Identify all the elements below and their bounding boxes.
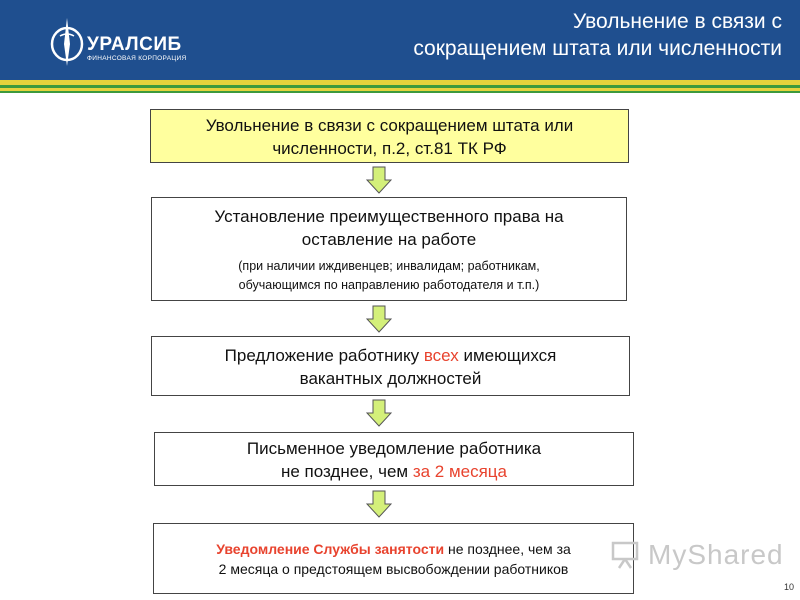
step-2-line-1: Установление преимущественного права на (214, 207, 564, 226)
page-number: 10 (783, 582, 794, 592)
step-1-line-1: Увольнение в связи с сокращением штата или (205, 116, 574, 135)
step-2-note (152, 257, 626, 295)
step-3-line-1-pre: Предложение работнику (224, 346, 424, 365)
down-arrow-icon (366, 399, 392, 427)
step-5-highlight: Уведомление Службы занятости (216, 541, 445, 557)
presentation-board-icon (610, 541, 640, 569)
step-4-line-1: Письменное уведомление работника (246, 439, 542, 458)
step-3-line-1-post: имеющихся (458, 346, 557, 365)
down-arrow-icon (366, 490, 392, 518)
watermark-text: MyShared (648, 539, 784, 570)
title-line-1: Увольнение в связи с (572, 10, 782, 33)
step-5-box (153, 523, 634, 594)
down-arrow-icon (366, 166, 392, 194)
page-title (312, 8, 782, 62)
step-1-line-2: численности, п.2, ст.81 ТК РФ (272, 139, 507, 158)
step-5-line-2: 2 месяца о предстоящем высвобождении работников (218, 561, 569, 577)
stripe-green-2 (0, 91, 800, 93)
step-2-box (151, 197, 627, 301)
uralsib-logo (50, 14, 200, 68)
logo-tagline: ФИНАНСОВАЯ КОРПОРАЦИЯ (87, 55, 187, 62)
step-5-line-1-post: не позднее, чем за (444, 541, 571, 557)
step-3-highlight: всех (423, 346, 459, 365)
step-2-note-line-1: (при наличии иждивенцев; инвалидам; работникам, (238, 259, 540, 273)
logo-name: УРАЛСИБ (87, 34, 182, 55)
step-4-line-2 (155, 460, 633, 483)
step-2-note-line-2: обучающимся по направлению работодателя и т.п.) (238, 278, 540, 292)
header-stripes (0, 80, 800, 93)
down-arrow-icon (366, 305, 392, 333)
step-3-line-1 (152, 344, 629, 367)
step-4-box (154, 432, 634, 486)
step-1-box (150, 109, 629, 163)
myshared-watermark (610, 535, 784, 575)
step-3-line-2: вакантных должностей (299, 369, 482, 388)
uralsib-emblem-icon (50, 14, 84, 68)
title-line-2: сокращением штата или численности (413, 37, 782, 60)
step-2-line-2: оставление на работе (301, 230, 477, 249)
step-5-line-1 (154, 539, 633, 559)
step-3-box (151, 336, 630, 396)
step-4-line-2-pre: не позднее, чем (280, 462, 413, 481)
step-4-highlight: за 2 месяца (412, 462, 508, 481)
header-bar (0, 0, 800, 80)
